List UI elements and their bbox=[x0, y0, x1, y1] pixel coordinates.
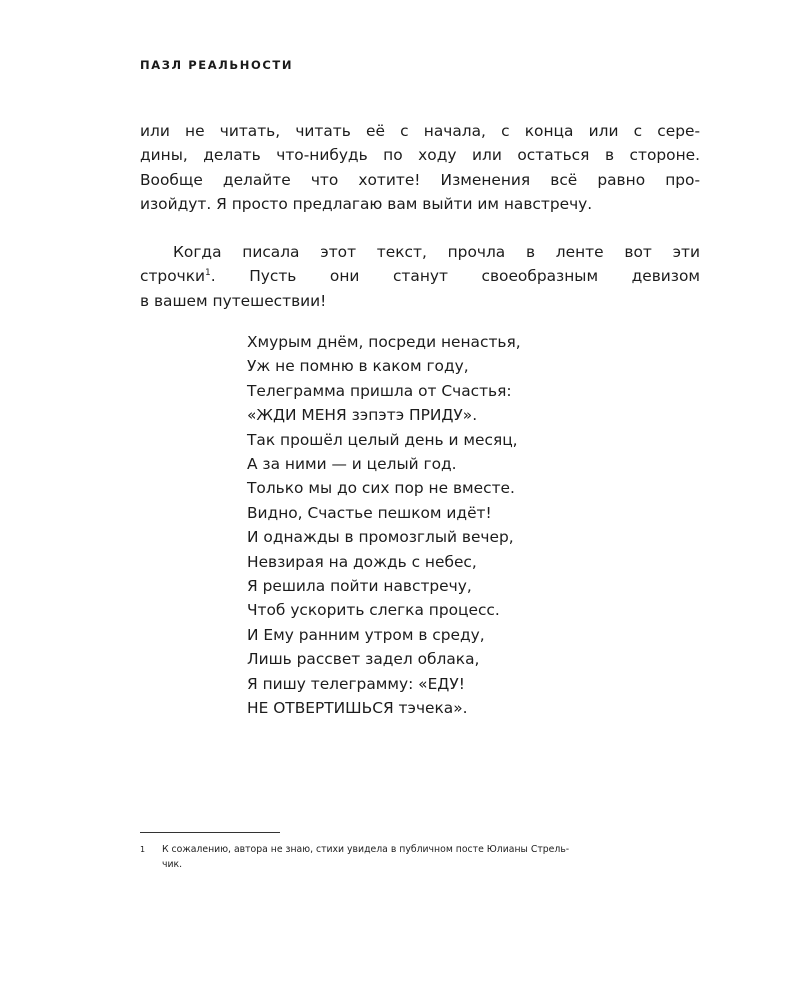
poem-line: НЕ ОТВЕРТИШЬСЯ тэчека». bbox=[247, 699, 468, 718]
poem-line: Невзирая на дождь с небес, bbox=[247, 552, 477, 571]
footnote-number: 1 bbox=[140, 845, 146, 854]
poem-line: Уж не помню в каком году, bbox=[247, 357, 469, 376]
poem-line: Лишь рассвет задел облака, bbox=[247, 650, 480, 669]
footnote-line: К сожалению, автора не знаю, стихи увидела в публичном посте Юлианы Стрель- bbox=[162, 844, 570, 855]
poem-line: «ЖДИ МЕНЯ зэпэтэ ПРИДУ». bbox=[247, 406, 478, 425]
paragraph-1 bbox=[140, 119, 700, 216]
footnote bbox=[140, 842, 700, 872]
poem-line: И Ему ранним утром в среду, bbox=[247, 625, 485, 644]
poem-line: Я пишу телеграмму: «ЕДУ! bbox=[247, 674, 465, 693]
footnote-text bbox=[162, 842, 700, 872]
poem-line: Так прошёл целый день и месяц, bbox=[247, 430, 518, 449]
paragraph-1-line: изойдут. Я просто предлагаю вам выйти им навстречу. bbox=[140, 194, 593, 213]
running-head: ПАЗЛ РЕАЛЬНОСТИ bbox=[140, 58, 294, 72]
poem-line: Чтоб ускорить слегка процесс. bbox=[247, 601, 500, 620]
poem-line: Только мы до сих пор не вместе. bbox=[247, 479, 515, 498]
poem-line: И однажды в промозглый вечер, bbox=[247, 528, 514, 547]
poem-line: Я решила пойти навстречу, bbox=[247, 577, 472, 596]
paragraph-1-line: дины, делать что-нибудь по ходу или остаться в стороне. bbox=[140, 146, 700, 165]
paragraph-2-line-with-footnote bbox=[140, 264, 700, 288]
paragraph-1-line: или не читать, читать её с начала, с конца или с сере- bbox=[140, 122, 700, 140]
paragraph-2 bbox=[140, 240, 700, 313]
poem-line: Видно, Счастье пешком идёт! bbox=[247, 503, 492, 522]
footnote-line: чик. bbox=[162, 859, 183, 870]
poem-line: Хмурым днём, посреди ненастья, bbox=[247, 333, 521, 351]
body-text bbox=[140, 119, 700, 313]
poem bbox=[247, 330, 521, 721]
footnote-reference[interactable]: 1 bbox=[205, 268, 211, 279]
paragraph-2-line: Когда писала этот текст, прочла в ленте вот эти bbox=[173, 243, 700, 262]
paragraph-1-line: Вообще делайте что хотите! Изменения всё равно про- bbox=[140, 170, 700, 189]
paragraph-2-text: строчки bbox=[140, 267, 206, 286]
poem-line: А за ними — и целый год. bbox=[247, 455, 457, 474]
poem-line: Телеграмма пришла от Счастья: bbox=[247, 381, 512, 400]
paragraph-2-line: в вашем путешествии! bbox=[140, 291, 327, 310]
paragraph-2-text: . Пусть они станут своеобразным девизом bbox=[210, 267, 700, 286]
footnote-separator bbox=[140, 832, 280, 833]
